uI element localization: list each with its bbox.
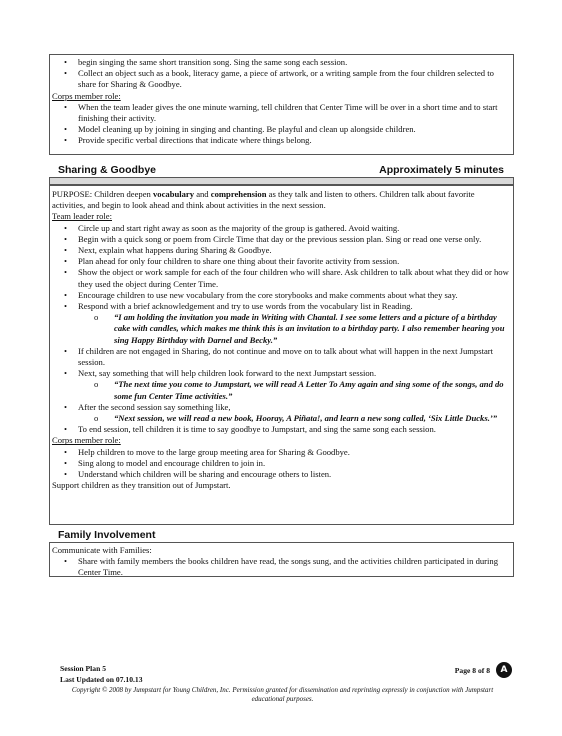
list-item: • Respond with a brief acknowledgement and try to use words from the vocabulary list in Reading. (52, 301, 509, 312)
footer-last-updated: Last Updated on 07.10.13 (60, 675, 143, 684)
list-item: • Provide specific verbal directions that indicate where things belong. (52, 135, 509, 146)
list-item: • Show the object or work sample for each of the four children who will share. Ask children to talk about what they did or how they used the object during Center Time. (52, 267, 509, 289)
list-item: • Circle up and start right away as soon as the majority of the group is gathered. Avoid waiting. (52, 223, 509, 234)
section-heading-family: Family Involvement (58, 529, 156, 541)
example-quote: o “Next session, we will read a new book, Hooray, A Piñata!, and learn a new song called, ‘Six Little Ducks.’” (52, 413, 509, 424)
team-leader-list (52, 223, 509, 436)
list-item: • When the team leader gives the one minute warning, tell children that Center Time will be over in a short time and to start finishing their activity. (52, 102, 509, 124)
sharing-corps-list (52, 447, 509, 481)
list-item: • Understand which children will be sharing and encourage others to listen. (52, 469, 509, 480)
list-item: • Help children to move to the large group meeting area for Sharing & Goodbye. (52, 447, 509, 458)
sharing-goodbye-box (49, 185, 514, 525)
section-divider (49, 177, 514, 185)
team-leader-role-label: Team leader role: (52, 211, 112, 222)
center-time-team-list (52, 57, 509, 91)
footer-session-plan: Session Plan 5 (60, 664, 106, 673)
example-quote: o “The next time you come to Jumpstart, we will read A Letter To Amy again and sing some of the songs, and do some fun Center Time activities.” (52, 379, 509, 401)
family-involvement-box (49, 542, 514, 577)
list-item: • Sing along to model and encourage children to join in. (52, 458, 509, 469)
list-item: • Plan ahead for only four children to share one thing about their favorite activity from session. (52, 256, 509, 267)
example-quote: o “I am holding the invitation you made in Writing with Chantal. I see some letters and a picture of a birthday cake with candles, which makes me think this is an invitation to a birthday party. I also remember hearing you sing Happy Birthday with Darnel and Becky.” (52, 312, 509, 346)
section-heading-sharing: Sharing & Goodbye (58, 164, 157, 176)
list-item: • Collect an object such as a book, literacy game, a piece of artwork, or a writing sample from the four children selected to share for Sharing & Goodbye. (52, 68, 509, 90)
center-time-continuation-box (49, 54, 514, 155)
section-duration: Approximately 5 minutes (379, 164, 504, 176)
list-item: • Begin with a quick song or poem from Circle Time that day or the previous session plan. Sing or read one verse only. (52, 234, 509, 245)
closing-line: Support children as they transition out of Jumpstart. (52, 480, 231, 491)
list-item: • Share with family members the books children have read, the songs sung, and the activities children participated in during Center Time. (52, 556, 509, 578)
list-item: • Next, explain what happens during Sharing & Goodbye. (52, 245, 509, 256)
list-item: • begin singing the same short transition song. Sing the same song each session. (52, 57, 509, 68)
list-item: • If children are not engaged in Sharing, do not continue and move on to talk about what will happen in the next Jumpstart session. (52, 346, 509, 368)
center-time-corps-list (52, 102, 509, 147)
list-item: • Model cleaning up by joining in singing and chanting. Be playful and clean up alongside children. (52, 124, 509, 135)
list-item: • To end session, tell children it is time to say goodbye to Jumpstart, and sing the same song each session. (52, 424, 509, 435)
family-label: Communicate with Families: (52, 545, 152, 555)
family-list (52, 556, 509, 578)
purpose-paragraph: PURPOSE: Children deepen vocabulary and comprehension as they talk and listen to others. Children talk about favorite activities, and begin to look ahead and think about activities in the next session. (52, 189, 475, 211)
list-item: • After the second session say something like, (52, 402, 509, 413)
list-item: • Encourage children to use new vocabulary from the core storybooks and make comments about what they say. (52, 290, 509, 301)
copyright-notice: Copyright © 2008 by Jumpstart for Young Children, Inc. Permission granted for dissemination and reprinting expressly in conjunction with Jumpstart educational purposes. (71, 686, 494, 703)
corps-member-role-label: Corps member role: (52, 90, 121, 101)
page-number: Page 8 of 8 (454, 666, 490, 675)
list-item: • Next, say something that will help children look forward to the next Jumpstart session. (52, 368, 509, 379)
corps-member-role-label: Corps member role: (52, 435, 121, 446)
americorps-logo-icon: A (496, 662, 512, 678)
